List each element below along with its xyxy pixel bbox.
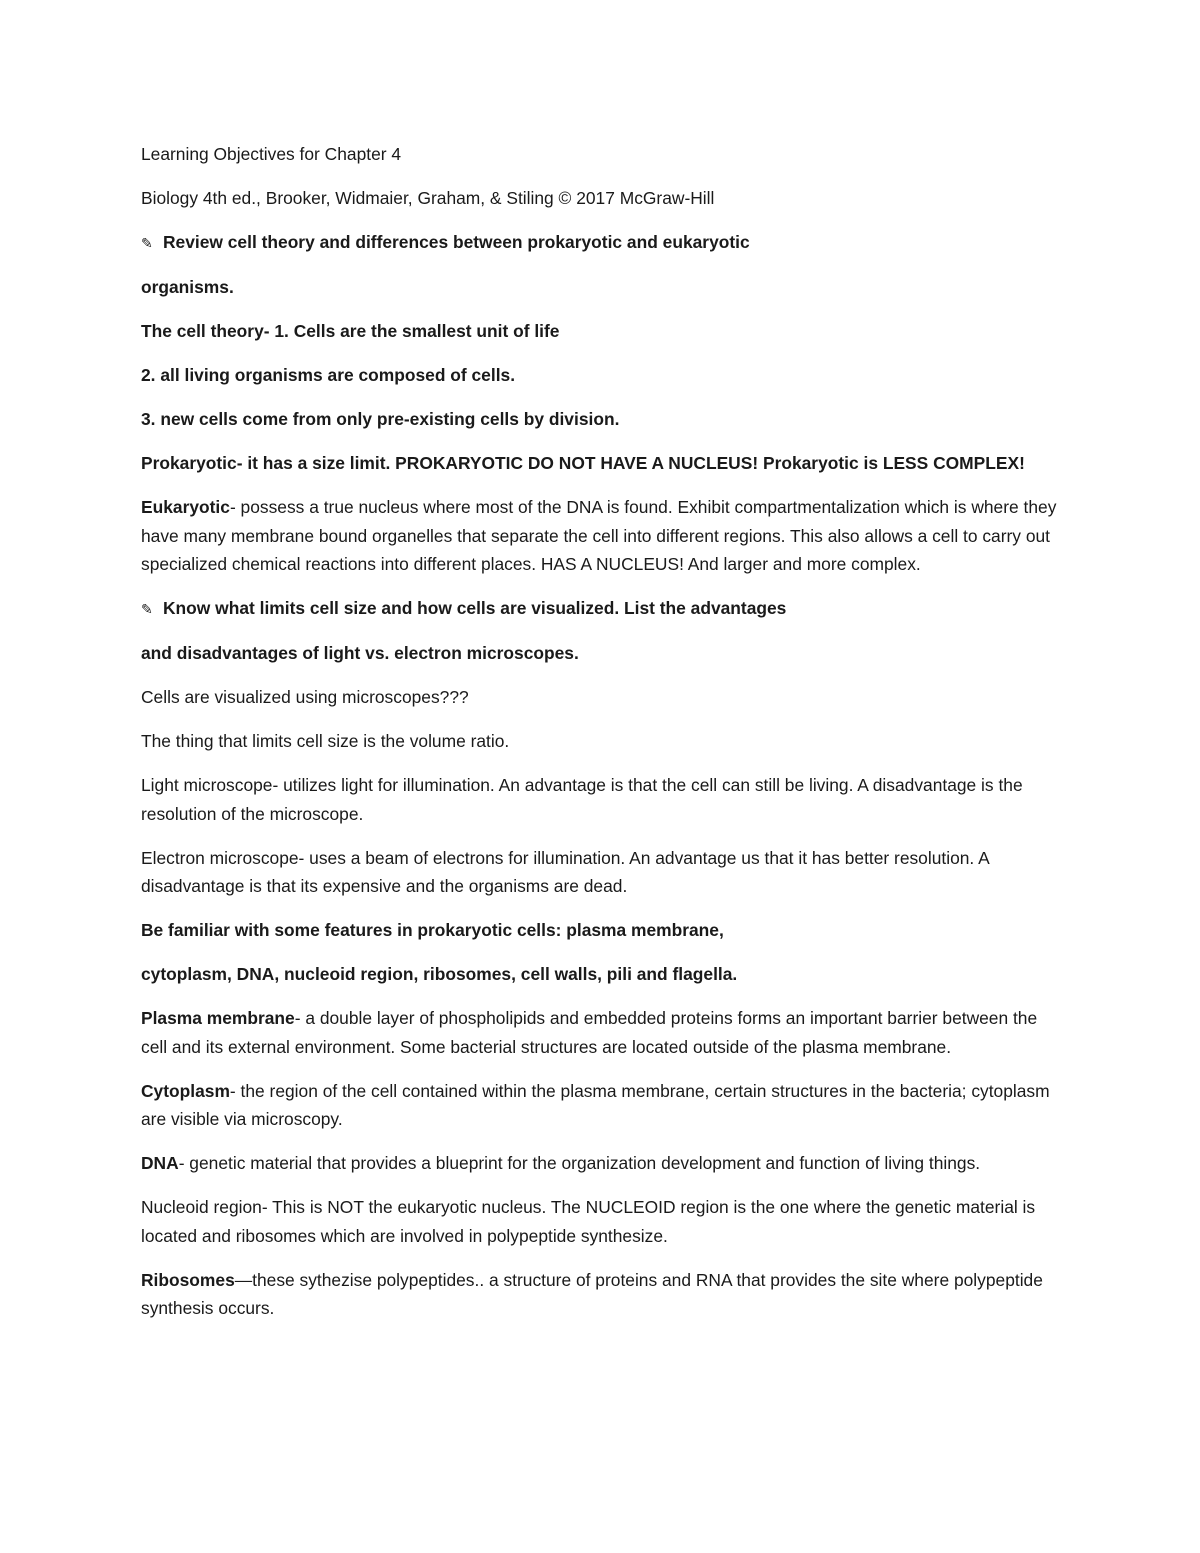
limits-paragraph: The thing that limits cell size is the volume ratio.: [141, 731, 510, 751]
cytoplasm-term: Cytoplasm: [141, 1080, 230, 1101]
objective-3: Be familiar with some features in prokaryotic cells: plasma membrane,: [141, 920, 724, 940]
prokaryotic-paragraph: Prokaryotic- it has a size limit. PROKARYOTIC DO NOT HAVE A NUCLEUS! Prokaryotic is LESS COMPLEX!: [141, 453, 1025, 473]
dna-paragraph: [141, 1149, 1061, 1178]
cell-theory-1: The cell theory- 1. Cells are the smallest unit of life: [141, 321, 560, 341]
ribosomes-text: —these sythezise polypeptides.. a structure of proteins and RNA that provides the site where polypeptide synthesis occurs.: [141, 1269, 1043, 1318]
pencil-icon: ✎: [141, 601, 153, 617]
ribosomes-paragraph: [141, 1266, 1061, 1323]
eukaryotic-text: - possess a true nucleus where most of the DNA is found. Exhibit compartmentalization which is where they have many membrane bound organelles that separate the cell into different regions. This also allows a cell to carry out specialized chemical reactions into different places. HAS A NUCLEUS! And larger and more complex.: [141, 497, 1057, 574]
objective-2-cont: and disadvantages of light vs. electron microscopes.: [141, 643, 579, 663]
objective-2-text: Know what limits cell size and how cells are visualized. List the advantages: [163, 598, 787, 618]
electron-microscope-paragraph: Electron microscope- uses a beam of electrons for illumination. An advantage us that it has better resolution. A disadvantage is that its expensive and the organisms are dead.: [141, 847, 989, 896]
nucleoid-paragraph: Nucleoid region- This is NOT the eukaryotic nucleus. The NUCLEOID region is the one where the genetic material is located and ribosomes which are involved in polypeptide synthesize.: [141, 1197, 1036, 1246]
cell-theory-2: 2. all living organisms are composed of cells.: [141, 365, 516, 385]
cytoplasm-text: - the region of the cell contained within the plasma membrane, certain structures in the bacteria; cytoplasm are visible via microscopy.: [141, 1080, 1050, 1129]
dna-text: - genetic material that provides a blueprint for the organization development and function of living things.: [178, 1153, 981, 1173]
eukaryotic-paragraph: [141, 493, 1061, 579]
visualized-paragraph: Cells are visualized using microscopes???: [141, 687, 469, 707]
citation: Biology 4th ed., Brooker, Widmaier, Graham, & Stiling © 2017 McGraw-Hill: [141, 188, 715, 208]
cytoplasm-paragraph: [141, 1077, 1061, 1134]
objective-1: [141, 228, 1061, 258]
light-microscope-paragraph: Light microscope- utilizes light for illumination. An advantage is that the cell can still be living. A disadvantage is the resolution of the microscope.: [141, 775, 1023, 824]
objective-3-cont: cytoplasm, DNA, nucleoid region, ribosomes, cell walls, pili and flagella.: [141, 964, 738, 984]
document-title: Learning Objectives for Chapter 4: [141, 144, 402, 164]
document-page: [141, 140, 1061, 1338]
ribosomes-term: Ribosomes: [141, 1269, 235, 1290]
plasma-membrane-paragraph: [141, 1004, 1061, 1061]
objective-1-text: Review cell theory and differences between prokaryotic and eukaryotic: [163, 232, 750, 252]
cell-theory-3: 3. new cells come from only pre-existing cells by division.: [141, 409, 620, 429]
objective-1-cont: organisms.: [141, 277, 234, 297]
pencil-icon: ✎: [141, 235, 153, 251]
eukaryotic-term: Eukaryotic: [141, 497, 230, 517]
objective-2: [141, 594, 1061, 624]
dna-term: DNA: [141, 1153, 179, 1173]
plasma-membrane-text: - a double layer of phospholipids and embedded proteins forms an important barrier between the cell and its external environment. Some bacterial structures are located outside of the plasma membrane.: [141, 1008, 1038, 1057]
plasma-membrane-term: Plasma membrane: [141, 1008, 295, 1028]
